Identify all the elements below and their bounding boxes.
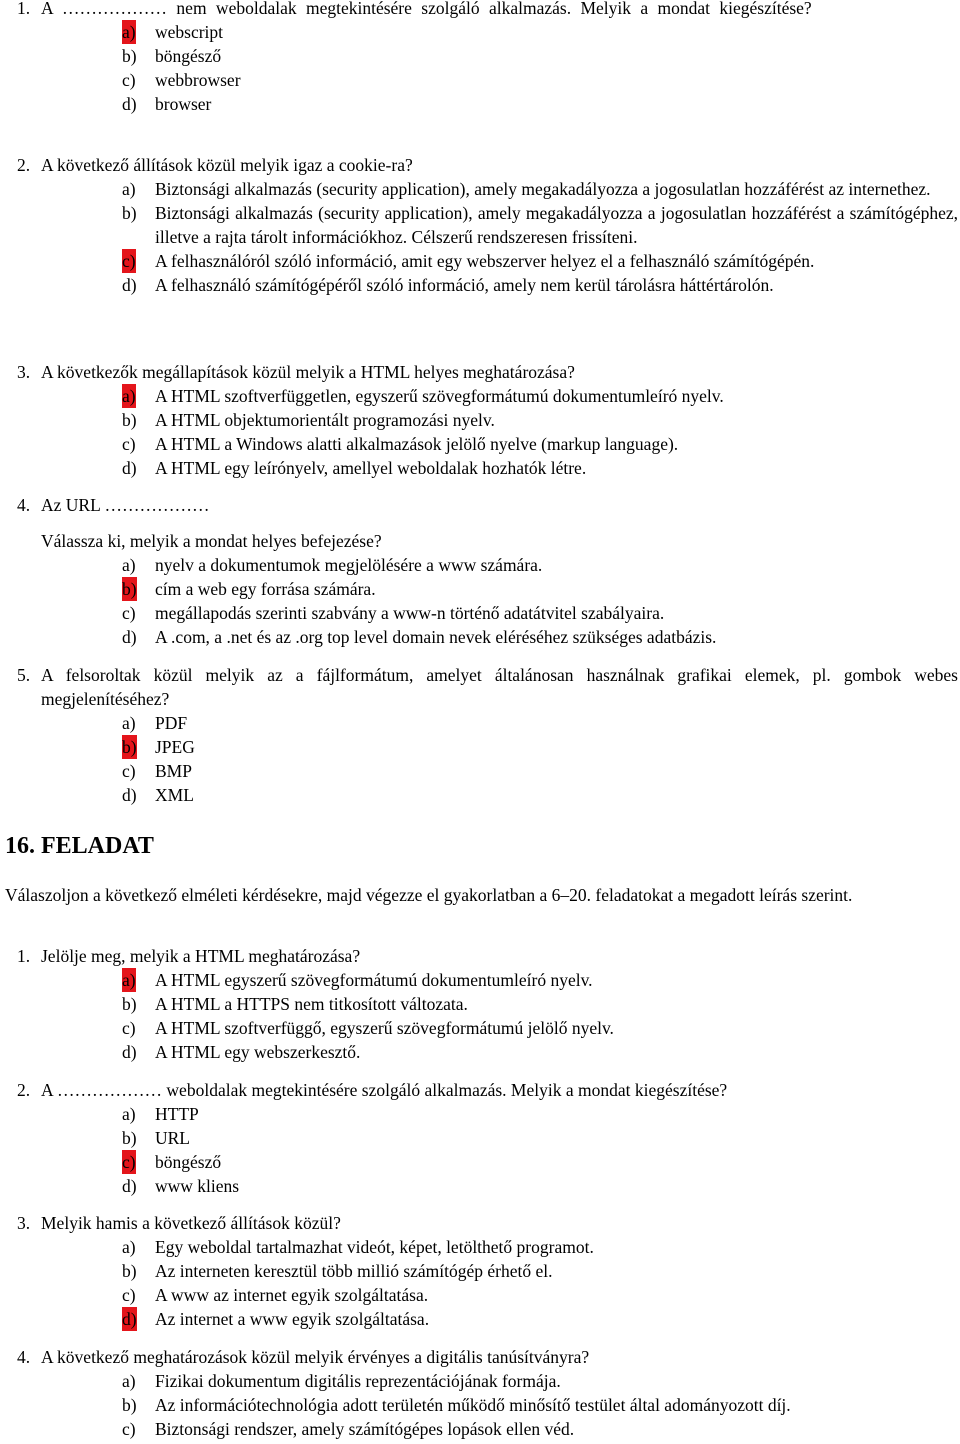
answer-option[interactable]: d) Az internet a www egyik szolgáltatása. [122,1309,430,1329]
answer-option[interactable]: c) A HTML szoftverfüggő, egyszerű szövegformátumú jelölő nyelv. [122,1018,614,1038]
question-text: 5. A felsoroltak közül melyik az a fájlformátum, amelyet általánosan használnak grafikai elemek, pl. gombok webes megjelenítéséhez? [17,665,958,709]
answer-options [0,968,958,1064]
answer-option[interactable]: b) cím a web egy forrása számára. [122,579,376,599]
option-letter: d) [122,785,137,805]
correct-answer-marker: d) [122,1309,137,1329]
question-number: 3. [17,362,31,382]
answer-option[interactable]: a) A HTML szoftverfüggetlen, egyszerű szövegformátumú dokumentumleíró nyelv. [122,386,724,406]
question-number: 1. [17,946,31,966]
option-letter: a) [122,555,136,575]
question-text: 4. Az URL ……………… [17,495,210,515]
option-letter: b) [122,410,137,430]
answer-option[interactable]: c) A HTML a Windows alatti alkalmazások jelölő nyelve (markup language). [122,434,679,454]
question-5 [0,663,958,807]
option-letter: b) [122,203,137,223]
answer-option[interactable]: c) A www az internet egyik szolgáltatása. [122,1285,429,1305]
question-number: 5. [17,665,31,685]
correct-answer-marker: a) [122,970,136,990]
option-letter: b) [122,1395,137,1415]
option-letter: c) [122,70,136,90]
question-text: 1. A ……………… nem weboldalak megtekintésére szolgáló alkalmazás. Melyik a mondat kiegészítése? [0,0,958,20]
question-text: 2. A következő állítások közül melyik igaz a cookie-ra? [17,155,413,175]
question-1 [0,0,958,116]
answer-option[interactable]: b) A HTML a HTTPS nem titkosított változata. [122,994,468,1014]
answer-option[interactable]: c) böngésző [122,1152,222,1172]
intro-paragraph: Válaszoljon a következő elméleti kérdésekre, majd végezze el gyakorlatban a 6–20. feladatokat a megadott leírás szerint. [5,885,853,905]
answer-options [0,1369,958,1441]
answer-option[interactable]: c) megállapodás szerinti szabvány a www-n történő adatátvitel szabályaira. [122,603,665,623]
option-letter: a) [122,713,136,733]
answer-option[interactable]: a) HTTP [122,1104,199,1124]
option-letter: c) [122,761,136,781]
answer-option[interactable]: b) Az interneten keresztül több millió számítógép érhető el. [122,1261,553,1281]
option-letter: c) [122,434,136,454]
question-text: 4. A következő meghatározások közül melyik érvényes a digitális tanúsítványra? [17,1347,590,1367]
correct-answer-marker: c) [122,251,136,271]
question-4 [0,493,958,649]
option-letter: b) [122,1128,137,1148]
answer-options [0,553,958,649]
option-letter: b) [122,1261,137,1281]
option-letter: a) [122,1371,136,1391]
option-letter: d) [122,94,137,114]
correct-answer-marker: b) [122,737,137,757]
answer-option[interactable]: a) Fizikai dokumentum digitális reprezentációjának formája. [122,1371,561,1391]
answer-option[interactable]: a) PDF [122,713,188,733]
answer-option[interactable]: b) böngésző [122,46,222,66]
answer-option[interactable]: d) A HTML egy leírónyelv, amellyel weboldalak hozhatók létre. [122,458,587,478]
question-2 [0,153,958,297]
question-number: 1. [17,0,31,18]
option-letter: c) [122,1285,136,1305]
option-letter: b) [122,46,137,66]
answer-option[interactable]: a) Biztonsági alkalmazás (security application), amely megakadályozza a jogosulatlan hozzáférést az internethez. [122,179,931,199]
option-letter: d) [122,1042,137,1062]
answer-option[interactable]: d) www kliens [122,1176,240,1196]
answer-options [0,384,958,480]
question-number: 4. [17,495,31,515]
answer-option[interactable]: b) JPEG [122,737,195,757]
option-letter: d) [122,458,137,478]
answer-option[interactable]: d) A felhasználó számítógépéről szóló információ, amely nem kerül tárolásra háttértárolón. [122,275,774,295]
correct-answer-marker: c) [122,1152,136,1172]
answer-option[interactable]: c) webbrowser [122,70,241,90]
answer-option[interactable]: d) XML [122,785,194,805]
answer-option[interactable]: a) webscript [122,22,224,42]
option-letter: a) [122,1237,136,1257]
question-text: 2. A ……………… weboldalak megtekintésére szolgáló alkalmazás. Melyik a mondat kiegészítése? [17,1080,728,1100]
correct-answer-marker: b) [122,579,137,599]
answer-option[interactable]: b) Az információtechnológia adott területén működő minősítő testület által adományozott díj. [122,1395,791,1415]
answer-options [0,711,958,807]
option-letter: d) [122,627,137,647]
answer-option[interactable]: d) A .com, a .net és az .org top level domain nevek eléréséhez szükséges adatbázis. [122,627,717,647]
answer-options [0,1235,958,1331]
option-letter: d) [122,1176,137,1196]
question-3 [0,360,958,480]
option-letter: d) [122,275,137,295]
answer-option[interactable]: c) A felhasználóról szóló információ, amit egy webszerver helyez el a felhasználó számítógépén. [122,251,815,271]
answer-option[interactable]: a) Egy weboldal tartalmazhat videót, képet, letölthető programot. [122,1237,594,1257]
answer-option[interactable]: a) nyelv a dokumentumok megjelölésére a www számára. [122,555,543,575]
option-letter: c) [122,603,136,623]
answer-option[interactable]: d) A HTML egy webszerkesztő. [122,1042,361,1062]
correct-answer-marker: a) [122,386,136,406]
answer-option[interactable]: d) browser [122,94,212,114]
answer-option[interactable]: b) URL [122,1128,190,1148]
question-text: 3. Melyik hamis a következő állítások közül? [17,1213,341,1233]
question-subtext: Válassza ki, melyik a mondat helyes befejezése? [41,531,382,551]
answer-option[interactable]: b) Biztonsági alkalmazás (security application), amely megakadályozza a jogosulatlan hozzáférést a számítógéphez, illetve a rajta tárolt információkhoz. Célszerű rendszeresen frissíteni. [122,203,958,247]
question-number: 2. [17,1080,31,1100]
answer-option[interactable]: c) BMP [122,761,192,781]
question-1 [0,944,958,1064]
option-letter: c) [122,1018,136,1038]
question-number: 4. [17,1347,31,1367]
section-title: 16. FELADAT [5,833,154,859]
option-letter: c) [122,1419,136,1439]
answer-options [0,1102,958,1198]
answer-option[interactable]: c) Biztonsági rendszer, amely számítógépes lopások ellen véd. [122,1419,575,1439]
question-number: 2. [17,155,31,175]
question-3 [0,1211,958,1331]
answer-options [0,20,958,116]
option-letter: a) [122,179,136,199]
option-letter: b) [122,994,137,1014]
question-text: 3. A következők megállapítások közül melyik a HTML helyes meghatározása? [17,362,575,382]
answer-option[interactable]: a) A HTML egyszerű szövegformátumú dokumentumleíró nyelv. [122,970,593,990]
option-letter: a) [122,1104,136,1124]
question-2 [0,1078,958,1198]
answer-options [0,177,958,297]
question-4 [0,1345,958,1441]
question-number: 3. [17,1213,31,1233]
question-text: 1. Jelölje meg, melyik a HTML meghatározása? [17,946,361,966]
correct-answer-marker: a) [122,22,136,42]
answer-option[interactable]: b) A HTML objektumorientált programozási nyelv. [122,410,495,430]
